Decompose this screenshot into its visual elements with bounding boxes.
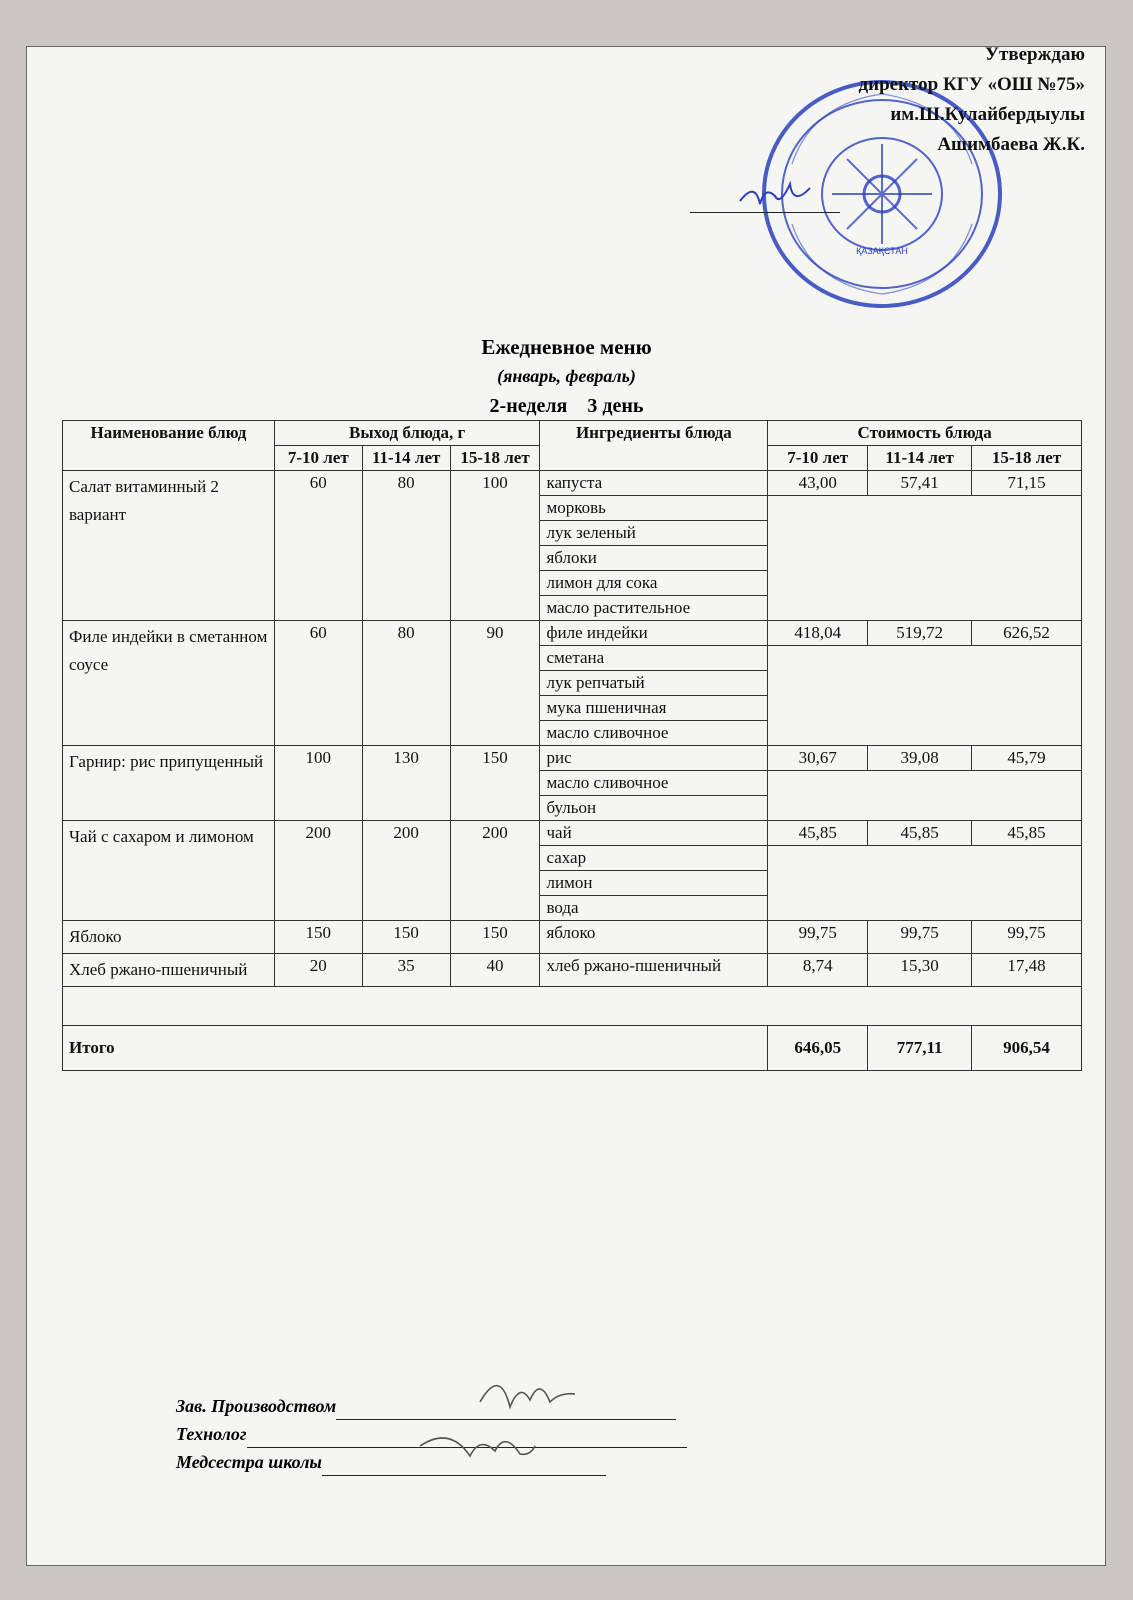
table-row [63,471,1082,496]
production-head-label: Зав. Производством [176,1396,337,1416]
yield-age3-cell: 100 [450,471,540,621]
menu-table [62,420,1082,1071]
cost-age1-cell: 8,74 [768,954,868,987]
approval-position: директор КГУ «ОШ №75» [858,74,1085,95]
ingredient-cell: сахар [540,846,768,871]
ingredient-cell: лимон для сока [540,571,768,596]
cost-age2-cell: 15,30 [868,954,972,987]
stamp-label: ҚАЗАҚСТАН [856,246,908,256]
approval-director-name: Ашимбаева Ж.К. [937,134,1085,155]
yield-age3-cell: 200 [450,821,540,921]
page-title: Ежедневное меню [481,335,652,359]
total-label: Итого [63,1026,768,1071]
table-row [63,821,1082,846]
header-yield-age2: 11-14 лет [362,446,450,471]
ingredient-cell: масло растительное [540,596,768,621]
approval-school: им.Ш.Кулайбердыулы [890,104,1085,125]
yield-age2-cell: 80 [362,621,450,746]
header-cost-age3: 15-18 лет [972,446,1082,471]
cost-age1-cell: 418,04 [768,621,868,646]
ingredient-cell: капуста [540,471,768,496]
header-dish-name: Наименование блюд [63,421,275,471]
header-yield-age3: 15-18 лет [450,446,540,471]
empty-row [63,987,1082,1026]
header-cost: Стоимость блюда [768,421,1082,446]
yield-age3-cell: 90 [450,621,540,746]
director-signature [735,176,815,216]
yield-age2-cell: 130 [362,746,450,821]
cost-age1-cell: 99,75 [768,921,868,954]
cost-age1-cell: 43,00 [768,471,868,496]
nurse-signature [410,1416,540,1476]
table-row [63,921,1082,954]
ingredient-cell: яблоки [540,546,768,571]
dish-name-cell: Салат витаминный 2 вариант [63,471,275,621]
yield-age1-cell: 60 [274,471,362,621]
ingredient-cell: сметана [540,646,768,671]
approval-block [705,40,1085,160]
cost-empty-cell [768,646,1082,746]
cost-age3-cell: 45,79 [972,746,1082,771]
cost-age2-cell: 39,08 [868,746,972,771]
cost-age3-cell: 99,75 [972,921,1082,954]
ingredient-cell: хлеб ржано-пшеничный [540,954,768,987]
cost-age2-cell: 99,75 [868,921,972,954]
cost-empty-cell [768,496,1082,621]
yield-age2-cell: 80 [362,471,450,621]
cost-age1-cell: 30,67 [768,746,868,771]
table-row [63,621,1082,646]
ingredient-cell: лук репчатый [540,671,768,696]
cost-age2-cell: 45,85 [868,821,972,846]
dish-name-cell: Чай с сахаром и лимоном [63,821,275,921]
yield-age1-cell: 100 [274,746,362,821]
production-head-signature [470,1362,580,1422]
ingredient-cell: мука пшеничная [540,696,768,721]
total-age2-cell: 777,11 [868,1026,972,1071]
yield-age2-cell: 150 [362,921,450,954]
cost-empty-cell [768,771,1082,821]
dish-name-cell: Яблоко [63,921,275,954]
week-label: 2-неделя [489,395,568,417]
ingredient-cell: филе индейки [540,621,768,646]
cost-empty-cell [768,846,1082,921]
yield-age1-cell: 200 [274,821,362,921]
header-cost-age2: 11-14 лет [868,446,972,471]
yield-age1-cell: 150 [274,921,362,954]
yield-age2-cell: 200 [362,821,450,921]
approval-title: Утверждаю [985,44,1085,65]
ingredient-cell: лимон [540,871,768,896]
dish-name-cell: Хлеб ржано-пшеничный [63,954,275,987]
ingredient-cell: лук зеленый [540,521,768,546]
yield-age3-cell: 150 [450,746,540,821]
ingredient-cell: масло сливочное [540,721,768,746]
ingredient-cell: морковь [540,496,768,521]
dish-name-cell: Гарнир: рис припущенный [63,746,275,821]
table-row [63,954,1082,987]
cost-age1-cell: 45,85 [768,821,868,846]
header-cost-age1: 7-10 лет [768,446,868,471]
empty-cell [63,987,1082,1026]
week-day-heading [0,395,1133,418]
header-ingredients: Ингредиенты блюда [540,421,768,471]
ingredient-cell: масло сливочное [540,771,768,796]
technologist-label: Технолог [176,1424,247,1444]
yield-age1-cell: 20 [274,954,362,987]
total-age1-cell: 646,05 [768,1026,868,1071]
ingredient-cell: чай [540,821,768,846]
ingredient-cell: яблоко [540,921,768,954]
school-nurse-label: Медсестра школы [176,1452,322,1472]
yield-age3-cell: 150 [450,921,540,954]
day-label: 3 день [587,395,644,417]
ingredient-cell: вода [540,896,768,921]
header-yield-age1: 7-10 лет [274,446,362,471]
total-row [63,1026,1082,1071]
ingredient-cell: рис [540,746,768,771]
cost-age3-cell: 17,48 [972,954,1082,987]
dish-name-cell: Филе индейки в сметанном соусе [63,621,275,746]
yield-age3-cell: 40 [450,954,540,987]
cost-age2-cell: 57,41 [868,471,972,496]
cost-age3-cell: 71,15 [972,471,1082,496]
yield-age1-cell: 60 [274,621,362,746]
yield-age2-cell: 35 [362,954,450,987]
cost-age3-cell: 626,52 [972,621,1082,646]
header-yield: Выход блюда, г [274,421,540,446]
table-row [63,746,1082,771]
table-header-row [63,421,1082,446]
ingredient-cell: бульон [540,796,768,821]
cost-age2-cell: 519,72 [868,621,972,646]
cost-age3-cell: 45,85 [972,821,1082,846]
page-subtitle: (январь, февраль) [497,366,636,386]
menu-table-body [63,471,1082,1071]
total-age3-cell: 906,54 [972,1026,1082,1071]
